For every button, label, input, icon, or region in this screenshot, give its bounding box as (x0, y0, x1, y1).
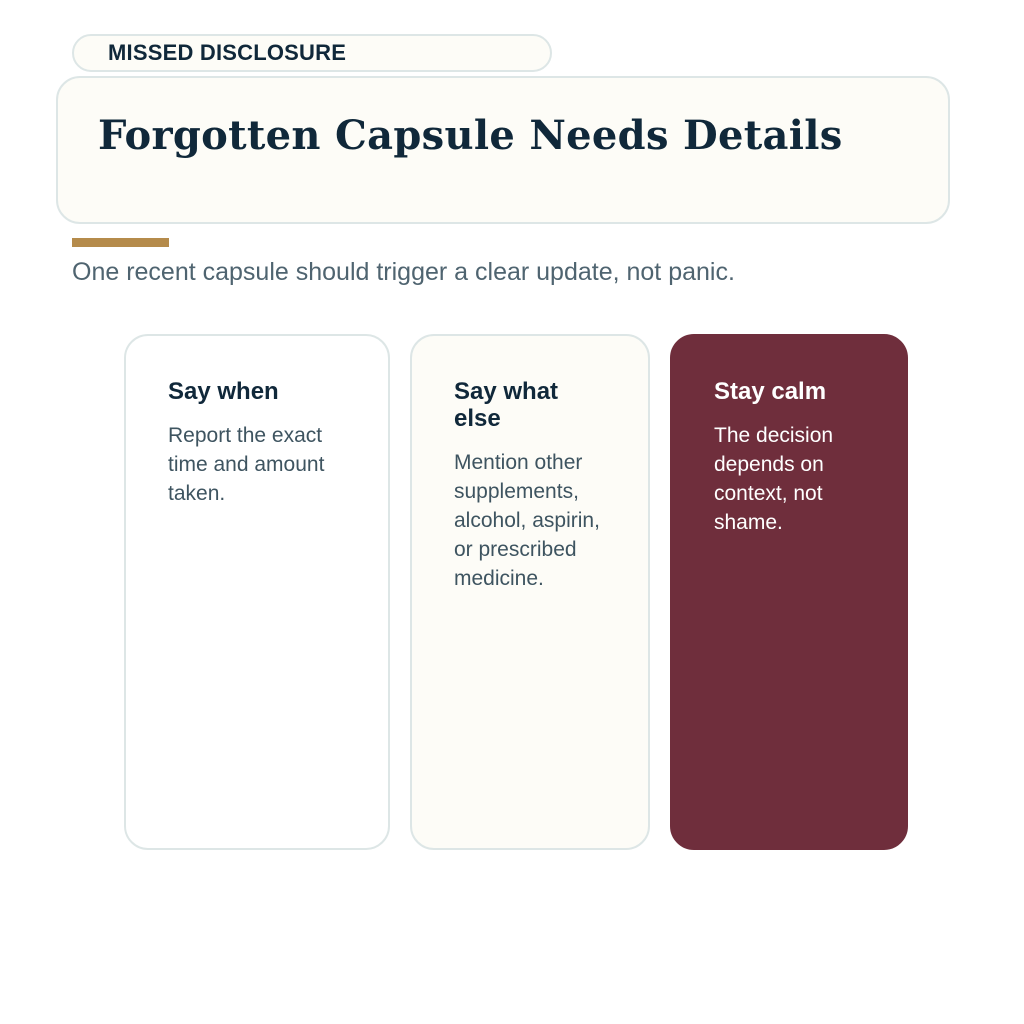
card-stay-calm (670, 334, 908, 850)
page-subtitle: One recent capsule should trigger a clear update, not panic. (72, 258, 735, 286)
card-heading: Say when (168, 378, 279, 405)
category-badge: MISSED DISCLOSURE (72, 34, 552, 72)
page-title: Forgotten Capsule Needs Details (98, 112, 843, 159)
card-body: Report the exact time and amount taken. (168, 424, 325, 505)
card-heading: Say what else (454, 378, 559, 432)
accent-divider (72, 238, 169, 247)
card-heading: Stay calm (714, 378, 827, 405)
card-say-what-else (410, 334, 650, 850)
card-body: The decision depends on context, not shame. (714, 424, 834, 534)
title-panel (56, 76, 950, 224)
card-body: Mention other supplements, alcohol, aspirin, or prescribed medicine. (454, 451, 600, 590)
card-say-when (124, 334, 390, 850)
